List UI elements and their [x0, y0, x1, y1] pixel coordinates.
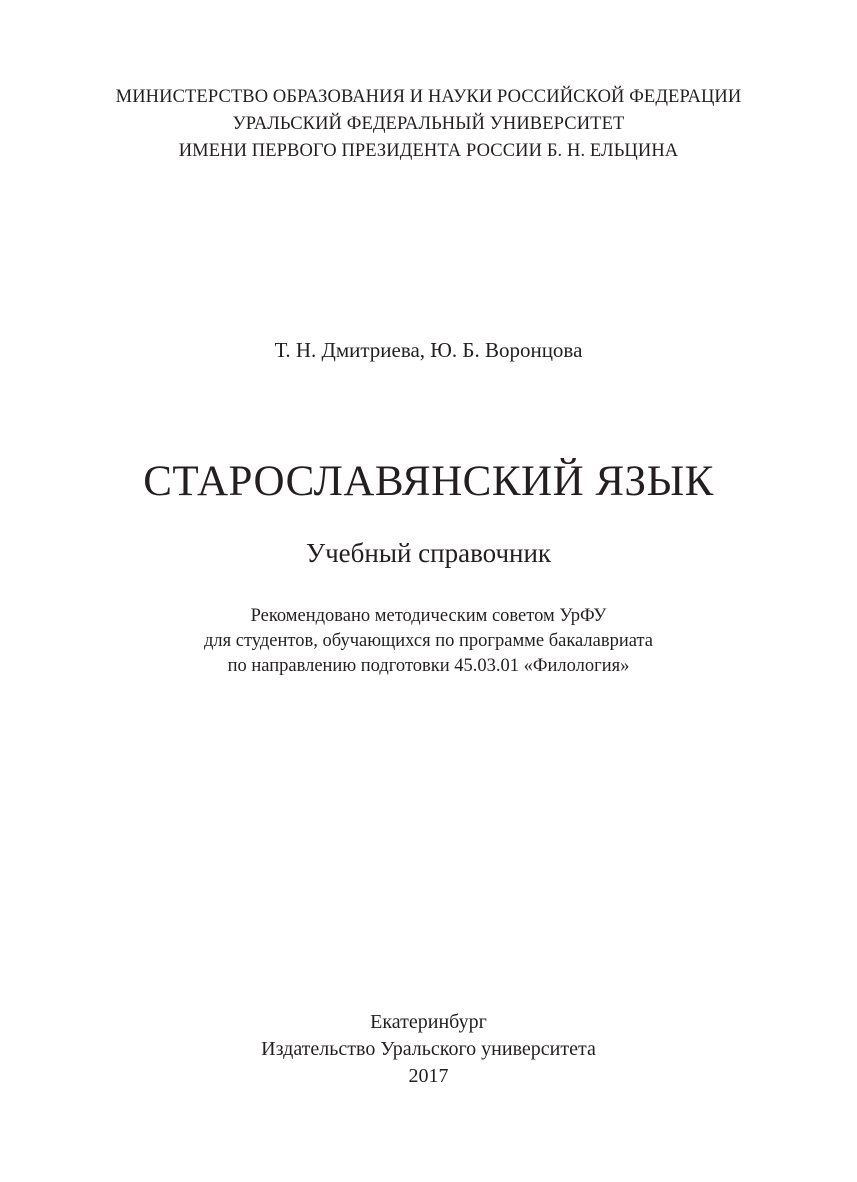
imprint-year: 2017 — [408, 1065, 449, 1087]
recommendation-line: по направлению подготовки 45.03.01 «Филология» — [227, 656, 630, 676]
university-name: УРАЛЬСКИЙ ФЕДЕРАЛЬНЫЙ УНИВЕРСИТЕТ — [232, 114, 625, 134]
book-subtitle: Учебный справочник — [305, 538, 552, 568]
recommendation-line: для студентов, обучающихся по программе бакалавриата — [203, 631, 654, 651]
institution-header — [0, 84, 857, 165]
imprint — [0, 1009, 857, 1090]
recommendation-line: Рекомендовано методическим советом УрФУ — [250, 606, 607, 626]
imprint-publisher: Издательство Уральского университета — [261, 1038, 596, 1060]
recommendation — [0, 604, 857, 679]
university-name-continued: ИМЕНИ ПЕРВОГО ПРЕЗИДЕНТА РОССИИ Б. Н. ЕЛЬЦИНА — [178, 141, 679, 161]
imprint-city: Екатеринбург — [370, 1011, 487, 1033]
book-title: СТАРОСЛАВЯНСКИЙ ЯЗЫК — [143, 458, 714, 505]
authors: Т. Н. Дмитриева, Ю. Б. Воронцова — [274, 338, 583, 362]
ministry-name: МИНИСТЕРСТВО ОБРАЗОВАНИЯ И НАУКИ РОССИЙСКОЙ ФЕДЕРАЦИИ — [115, 87, 742, 107]
